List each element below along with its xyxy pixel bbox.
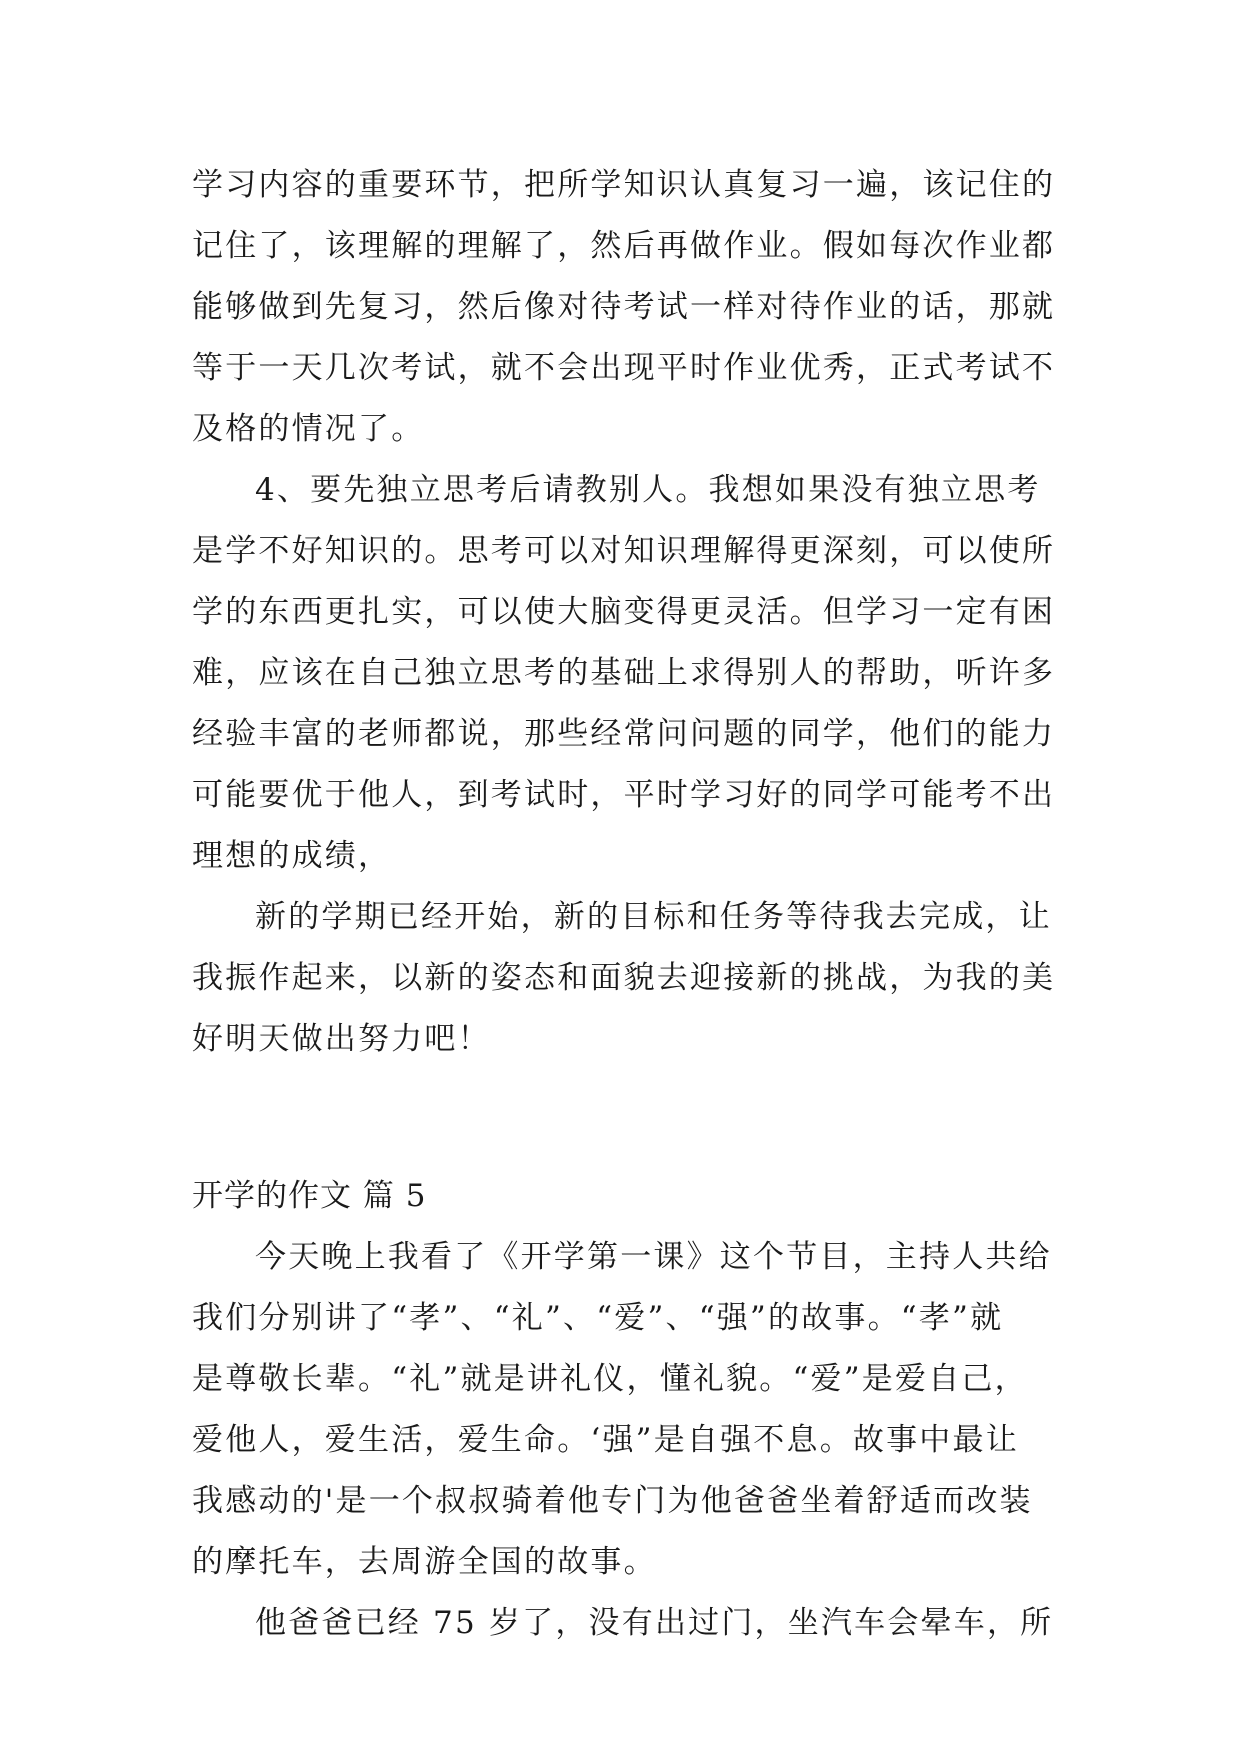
text-line: 今天晚上我看了《开学第一课》这个节目，主持人共给 [255,1239,1052,1275]
section-heading: 开学的作文 篇 5 [192,1178,427,1214]
text-line: 他爸爸已经 75 岁了，没有出过门，坐汽车会晕车，所 [255,1605,1054,1641]
text-line: 4、要先独立思考后请教别人。我想如果没有独立思考 [255,472,1041,508]
text-line: 爱他人，爱生活，爱生命。‘强”是自强不息。故事中最让 [192,1422,1019,1458]
text-line: 等于一天几次考试，就不会出现平时作业优秀，正式考试不 [192,350,1056,386]
text-line: 好明天做出努力吧！ [192,1021,491,1057]
text-line: 是学不好知识的。思考可以对知识理解得更深刻，可以使所 [192,533,1056,569]
text-line: 的摩托车，去周游全国的故事。 [192,1544,657,1580]
paragraph-first-lesson [192,1227,1052,1593]
text-line: 我感动的'是一个叔叔骑着他专门为他爸爸坐着舒适而改装 [192,1483,1033,1519]
section-spacer [192,1070,1052,1166]
paragraph-review [192,155,1056,460]
paragraph-independent-thinking [192,460,1056,887]
text-line: 学的东西更扎实，可以使大脑变得更灵活。但学习一定有困 [192,594,1056,630]
text-line: 我振作起来，以新的姿态和面貌去迎接新的挑战，为我的美 [192,960,1056,996]
text-line: 新的学期已经开始，新的目标和任务等待我去完成，让 [255,899,1052,935]
text-line: 记住了，该理解的理解了，然后再做作业。假如每次作业都 [192,228,1056,264]
text-line: 及格的情况了。 [192,411,425,447]
text-line: 经验丰富的老师都说，那些经常问问题的同学，他们的能力 [192,716,1056,752]
paragraph-new-semester [192,887,1056,1070]
paragraph-father [192,1593,1052,1654]
text-line: 是尊敬长辈。“礼”就是讲礼仪，懂礼貌。“爱”是爱自己， [192,1361,1028,1397]
text-line: 能够做到先复习，然后像对待考试一样对待作业的话，那就 [192,289,1056,325]
text-line: 可能要优于他人，到考试时，平时学习好的同学可能考不出 [192,777,1056,813]
text-line: 理想的成绩， [192,838,392,874]
document-body [192,155,1056,1654]
text-line: 我们分别讲了“孝”、“礼”、“爱”、“强”的故事。“孝”就 [192,1300,1004,1336]
text-line: 学习内容的重要环节，把所学知识认真复习一遍，该记住的 [192,167,1056,203]
text-line: 难，应该在自己独立思考的基础上求得别人的帮助，听许多 [192,655,1056,691]
